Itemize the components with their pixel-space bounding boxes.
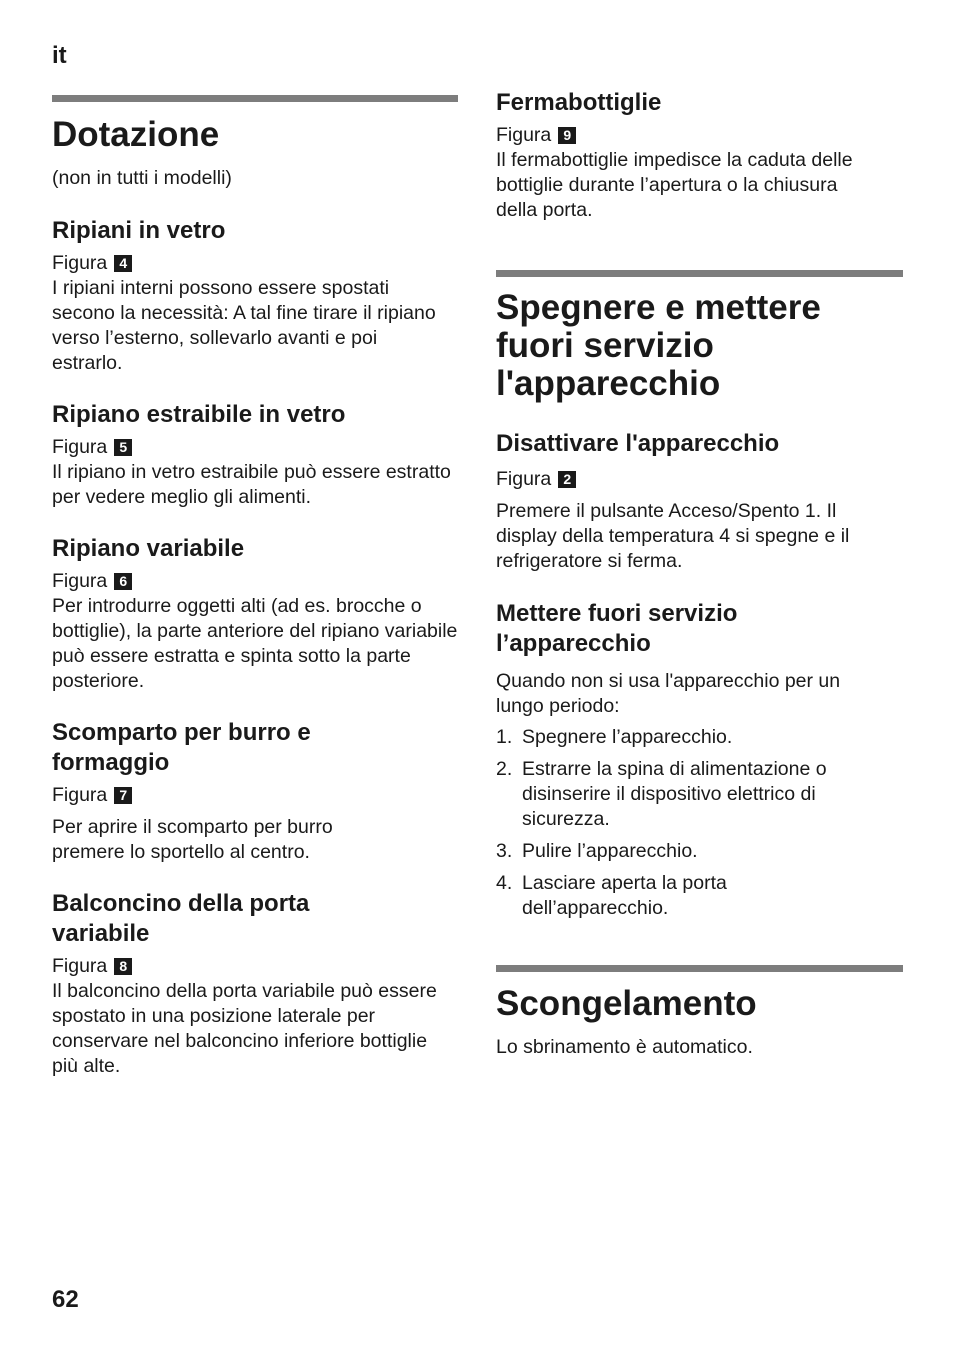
figure-label: Figura [496, 468, 552, 490]
list-item: 2. Estrarre la spina di alimentazione o disinserire il dispositivo elettrico di sicurezza. [496, 758, 827, 830]
page-number: 62 [52, 1286, 79, 1313]
figure-number-badge: 6 [114, 573, 132, 590]
list-item: 3. Pulire l’apparecchio. [496, 840, 698, 862]
scomparto-burro-heading: Scomparto per burro e formaggio [52, 719, 311, 776]
figure-number-badge: 5 [114, 439, 132, 456]
language-label: it [52, 42, 67, 69]
figure-label: Figura [52, 570, 108, 592]
figure-ref [496, 467, 903, 492]
ripiano-estraibile-text: Il ripiano in vetro estraibile può essere estratto per vedere meglio gli alimenti. [52, 461, 451, 508]
figure-label: Figura [52, 252, 108, 274]
section-rule [496, 965, 903, 972]
disattivare-text: Premere il pulsante Acceso/Spento 1. Il display della temperatura 4 si spegne e il refrigeratore si ferma. [496, 500, 850, 572]
ripiano-variabile-text: Per introdurre oggetti alti (ad es. brocche o bottiglie), la parte anteriore del ripiano variabile può essere estratta e spinta sotto la parte posteriore. [52, 595, 458, 692]
dotazione-title: Dotazione [52, 115, 220, 154]
scomparto-burro-text: Per aprire il scomparto per burro premere lo sportello al centro. [52, 816, 333, 863]
fermabottiglie-heading: Fermabottiglie [496, 89, 662, 116]
scongelamento-text: Lo sbrinamento è automatico. [496, 1036, 753, 1058]
figure-ref [52, 435, 458, 460]
ripiani-vetro-text: I ripiani interni possono essere spostati secono la necessità: A tal fine tirare il ripiano verso l’esterno, sollevarlo avanti e poi estrarlo. [52, 277, 436, 374]
right-column [496, 88, 903, 1060]
disattivare-heading: Disattivare l'apparecchio [496, 430, 780, 457]
figure-ref [52, 569, 458, 594]
figure-label: Figura [52, 436, 108, 458]
ripiani-vetro-heading: Ripiani in vetro [52, 217, 226, 244]
fuori-servizio-heading: Mettere fuori servizio l’apparecchio [496, 600, 738, 657]
figure-number-badge: 2 [558, 471, 576, 488]
figure-number-badge: 8 [114, 958, 132, 975]
section-rule [52, 95, 458, 102]
left-column [52, 95, 458, 1079]
fermabottiglie-text: Il fermabottiglie impedisce la caduta delle bottiglie durante l’apertura o la chiusura della porta. [496, 149, 853, 221]
figure-label: Figura [52, 955, 108, 977]
dotazione-subtitle: (non in tutti i modelli) [52, 167, 232, 189]
figure-number-badge: 7 [114, 787, 132, 804]
scongelamento-title: Scongelamento [496, 984, 757, 1023]
figure-ref [52, 954, 458, 979]
figure-label: Figura [496, 124, 552, 146]
figure-label: Figura [52, 784, 108, 806]
figure-number-badge: 4 [114, 255, 132, 272]
section-rule [496, 270, 903, 277]
figure-ref [52, 783, 458, 808]
figure-number-badge: 9 [558, 127, 576, 144]
ripiano-variabile-heading: Ripiano variabile [52, 535, 245, 562]
list-item: 1. Spegnere l’apparecchio. [496, 726, 733, 748]
balconcino-heading: Balconcino della porta variabile [52, 890, 310, 947]
balconcino-text: Il balconcino della porta variabile può essere spostato in una posizione laterale per conservare nel balconcino inferiore bottiglie più alte. [52, 980, 437, 1077]
ripiano-estraibile-heading: Ripiano estraibile in vetro [52, 401, 346, 428]
figure-ref [496, 123, 903, 148]
list-item: 4. Lasciare aperta la porta dell’apparecchio. [496, 872, 727, 919]
spegnere-title: Spegnere e mettere fuori servizio l'apparecchio [496, 288, 821, 403]
fuori-servizio-steps [496, 725, 903, 921]
figure-ref [52, 251, 458, 276]
fuori-servizio-intro: Quando non si usa l'apparecchio per un lungo periodo: [496, 670, 841, 717]
